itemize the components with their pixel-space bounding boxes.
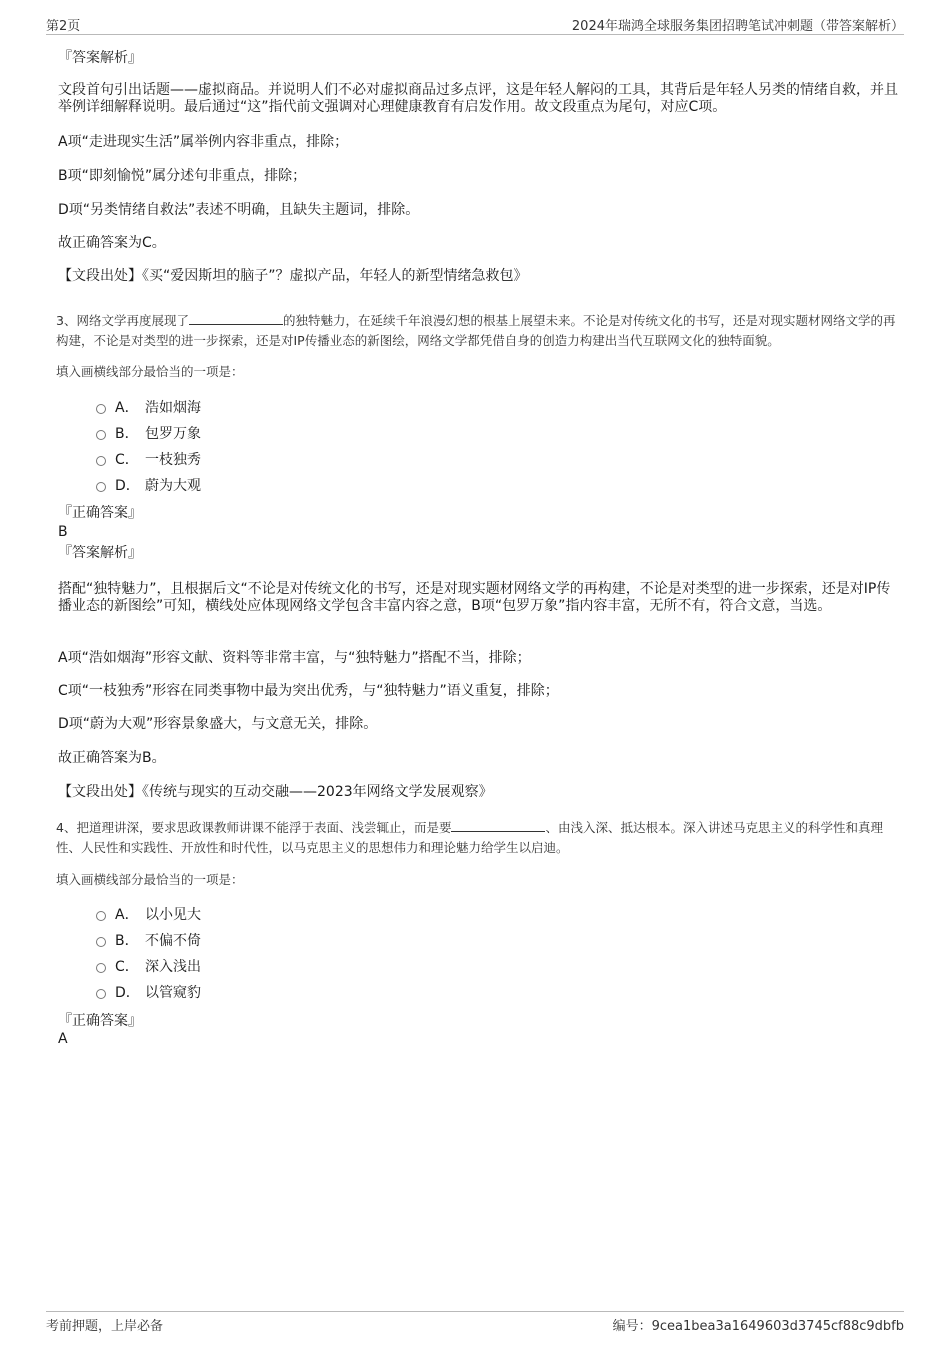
analysis-paragraph: A项“浩如烟海”形容文献、资料等非常丰富，与“独特魅力”搭配不当，排除； xyxy=(58,650,531,666)
document-title: 2024年瑞鸿全球服务集团招聘笔试冲刺题（带答案解析） xyxy=(571,19,904,34)
analysis-paragraph: C项“一枝独秀”形容在同类事物中最为突出优秀，与“独特魅力”语义重复，排除； xyxy=(58,683,559,699)
analysis-paragraph: D项“另类情绪自救法”表述不明确，且缺失主题词，排除。 xyxy=(58,202,420,218)
analysis-conclusion: 故正确答案为C。 xyxy=(58,235,166,251)
analysis-paragraph: 文段首句引出话题——虚拟商品。并说明人们不必对虚拟商品过多点评，这是年轻人解闷的工具，其背后是年轻人另类的情绪自救，并且举例详细解释说明。最后通过“这”指代前文强调对心理健康教育有启发作用。故文段重点为尾句，对应C项。 xyxy=(58,82,898,115)
page-number: 第2页 xyxy=(46,19,81,34)
correct-answer-label: 『正确答案』 xyxy=(58,1013,142,1029)
option-c[interactable]: C． 一枝独秀 xyxy=(96,451,201,469)
correct-answer: B xyxy=(58,524,68,540)
radio-icon[interactable] xyxy=(96,989,106,999)
analysis-paragraph: 搭配“独特魅力”，且根据后文“不论是对传统文化的书写，还是对现实题材网络文学的再构建，不论是对类型的进一步探索，还是对IP传播业态的新图绘”可知，横线处应体现网络文学包含丰富内容之意，B项“包罗万象”指内容丰富，无所不有，符合文意，当选。 xyxy=(58,581,891,614)
option-c[interactable]: C． 深入浅出 xyxy=(96,958,201,976)
analysis-conclusion: 故正确答案为B。 xyxy=(58,750,166,766)
question-3-stem: 3、网络文学再度展现了 的独特魅力，在延续千年浪漫幻想的根基上展望未来。不论是对传统文化的书写，还是对现实题材网络文学的再构建，不论是对类型的进一步探索，还是对IP传播业态的新图绘，网络文学都凭借自身的创造力构建出当代互联网文化的独特面貌。 xyxy=(56,310,900,351)
answer-blank xyxy=(451,817,545,832)
radio-icon[interactable] xyxy=(96,482,106,492)
passage-source: 【文段出处】《传统与现实的互动交融——2023年网络文学发展观察》 xyxy=(58,784,493,800)
footer-slogan: 考前押题，上岸必备 xyxy=(46,1319,164,1334)
question-prompt: 填入画横线部分最恰当的一项是： xyxy=(56,364,244,379)
option-b[interactable]: B． 包罗万象 xyxy=(96,425,201,443)
page-header xyxy=(46,14,904,35)
option-d[interactable]: D． 蔚为大观 xyxy=(96,477,201,495)
analysis-paragraph: B项“即刻愉悦”属分述句非重点，排除； xyxy=(58,168,307,184)
radio-icon[interactable] xyxy=(96,937,106,947)
question-4-stem: 4、把道理讲深，要求思政课教师讲课不能浮于表面、浅尝辄止，而是要 、由浅入深、抵达根本。深入讲述马克思主义的科学性和真理性、人民性和实践性、开放性和时代性，以马克思主义的思想伟力和理论魅力给学生以启迪。 xyxy=(56,817,900,858)
answer-blank xyxy=(189,310,283,325)
correct-answer: A xyxy=(58,1031,68,1047)
radio-icon[interactable] xyxy=(96,430,106,440)
passage-source: 【文段出处】《买“爱因斯坦的脑子”？虚拟产品，年轻人的新型情绪急救包》 xyxy=(58,268,528,284)
document-id: 编号：9cea1bea3a1649603d3745cf88c9dbfb xyxy=(612,1319,904,1334)
correct-answer-label: 『正确答案』 xyxy=(58,505,142,521)
analysis-paragraph: D项“蔚为大观”形容景象盛大，与文意无关，排除。 xyxy=(58,716,378,732)
option-d[interactable]: D． 以管窥豹 xyxy=(96,984,201,1002)
radio-icon[interactable] xyxy=(96,911,106,921)
option-a[interactable]: A． 浩如烟海 xyxy=(96,399,201,417)
option-b[interactable]: B． 不偏不倚 xyxy=(96,932,201,950)
option-a[interactable]: A． 以小见大 xyxy=(96,906,201,924)
page-footer xyxy=(46,1311,904,1334)
question-prompt: 填入画横线部分最恰当的一项是： xyxy=(56,872,244,887)
radio-icon[interactable] xyxy=(96,963,106,973)
analysis-label: 『答案解析』 xyxy=(58,545,142,561)
analysis-paragraph: A项“走进现实生活”属举例内容非重点，排除； xyxy=(58,134,349,150)
radio-icon[interactable] xyxy=(96,404,106,414)
analysis-label: 『答案解析』 xyxy=(58,50,142,66)
radio-icon[interactable] xyxy=(96,456,106,466)
